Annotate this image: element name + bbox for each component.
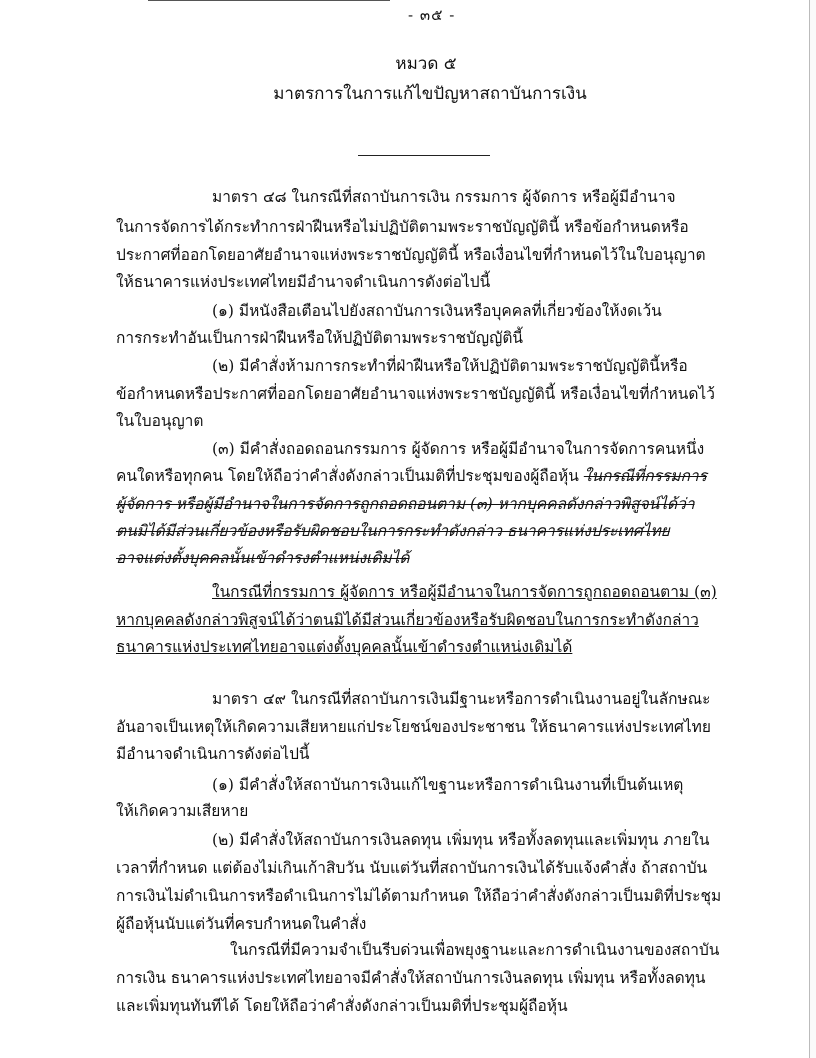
section-49-paragraph: และเพิ่มทุนทันทีได้ โดยให้ถือว่าคำสั่งดังกล่าวเป็นมติที่ประชุมผู้ถือหุ้น [116, 997, 568, 1015]
section-49-line: อันอาจเป็นเหตุให้เกิดความเสียหายแก่ประโยชน์ของประชาชน ให้ธนาคารแห่งประเทศไทย [116, 718, 711, 736]
page-number: - ๓๕ - [408, 6, 456, 24]
section-49-item-2-cont: ผู้ถือหุ้นนับแต่วันที่ครบกำหนดในคำสั่ง [116, 915, 367, 933]
section-49-item-2-cont: การเงินไม่ดำเนินการหรือดำเนินการไม่ได้ตามกำหนด ให้ถือว่าคำสั่งดังกล่าวเป็นมติที่ประชุม [116, 887, 722, 905]
section-48-item-2: (๒) มีคำสั่งห้ามการกระทำที่ฝ่าฝืนหรือให้ปฏิบัติตามพระราชบัญญัตินี้หรือ [212, 357, 688, 375]
chapter-title: มาตรการในการแก้ไขปัญหาสถาบันการเงิน [273, 84, 587, 104]
section-49-item-1: (๑) มีคำสั่งให้สถาบันการเงินแก้ไขฐานะหรือการดำเนินงานที่เป็นต้นเหตุ [212, 776, 684, 794]
deleted-text: ผู้จัดการ หรือผู้มีอำนาจในการจัดการถูกถอดถอนตาม (๓) หากบุคคลดังกล่าวพิสูจน์ได้ว่า [116, 495, 695, 513]
deleted-text: อาจแต่งตั้งบุคคลนั้นเข้าดำรงตำแหน่งเดิมได้ [116, 549, 410, 567]
section-49-item-2-cont: เวลาที่กำหนด แต่ต้องไม่เกินเก้าสิบวัน นับแต่วันที่สถาบันการเงินได้รับแจ้งคำสั่ง ถ้าสถาบัน [116, 859, 708, 877]
section-48-line: ให้ธนาคารแห่งประเทศไทยมีอำนาจดำเนินการดังต่อไปนี้ [116, 273, 491, 291]
section-48-item-3-cont [116, 466, 707, 486]
inserted-text: ในกรณีที่กรรมการ ผู้จัดการ หรือผู้มีอำนาจในการจัดการถูกถอดถอนตาม (๓) [212, 583, 717, 601]
chapter-number: หมวด ๕ [395, 54, 457, 74]
section-48-item-1-cont: การกระทำอันเป็นการฝ่าฝืนหรือให้ปฏิบัติตามพระราชบัญญัตินี้ [116, 329, 523, 347]
section-48-item-2-cont: ในใบอนุญาต [116, 412, 204, 430]
section-48-item-3: (๓) มีคำสั่งถอดถอนกรรมการ ผู้จัดการ หรือผู้มีอำนาจในการจัดการคนหนึ่ง [212, 440, 705, 458]
section-49-item-2: (๒) มีคำสั่งให้สถาบันการเงินลดทุน เพิ่มทุน หรือทั้งลดทุนและเพิ่มทุน ภายใน [212, 831, 710, 849]
inserted-text: ธนาคารแห่งประเทศไทยอาจแต่งตั้งบุคคลนั้นเข้าดำรงตำแหน่งเดิมได้ [116, 638, 573, 656]
page-edge [809, 0, 816, 1058]
section-48-line: ประกาศที่ออกโดยอาศัยอำนาจแห่งพระราชบัญญัตินี้ หรือเงื่อนไขที่กำหนดไว้ในใบอนุญาต [116, 246, 706, 264]
section-48-line: มาตรา ๔๘ ในกรณีที่สถาบันการเงิน กรรมการ ผู้จัดการ หรือผู้มีอำนาจ [212, 188, 676, 206]
inserted-text: หากบุคคลดังกล่าวพิสูจน์ได้ว่าตนมิได้มีส่วนเกี่ยวข้องหรือรับผิดชอบในการกระทำดังกล่าว [116, 611, 699, 629]
section-49-line: มีอำนาจดำเนินการดังต่อไปนี้ [116, 745, 310, 763]
deleted-text: ในกรณีที่กรรมการ [583, 467, 707, 485]
section-48-line: ในการจัดการได้กระทำการฝ่าฝืนหรือไม่ปฏิบัติตามพระราชบัญญัตินี้ หรือข้อกำหนดหรือ [116, 218, 689, 236]
section-48-item-2-cont: ข้อกำหนดหรือประกาศที่ออกโดยอาศัยอำนาจแห่งพระราชบัญญัตินี้ หรือเงื่อนไขที่กำหนดไว้ [116, 385, 715, 403]
section-48-item-1: (๑) มีหนังสือเตือนไปยังสถาบันการเงินหรือบุคคลที่เกี่ยวข้องให้งดเว้น [212, 302, 662, 320]
top-scan-line [148, 0, 390, 1]
chapter-divider [358, 155, 490, 156]
section-49-paragraph: ในกรณีที่มีความจำเป็นรีบด่วนเพื่อพยุงฐานะและการดำเนินงานของสถาบัน [230, 941, 720, 959]
deleted-text: ตนมิได้มีส่วนเกี่ยวข้องหรือรับผิดชอบในการกระทำดังกล่าว ธนาคารแห่งประเทศไทย [116, 522, 670, 540]
section-49-paragraph: การเงิน ธนาคารแห่งประเทศไทยอาจมีคำสั่งให้สถาบันการเงินลดทุน เพิ่มทุน หรือทั้งลดทุน [116, 969, 706, 987]
section-49-line: มาตรา ๔๙ ในกรณีที่สถาบันการเงินมีฐานะหรือการดำเนินงานอยู่ในลักษณะ [212, 690, 711, 708]
item-3-text: คนใดหรือทุกคน โดยให้ถือว่าคำสั่งดังกล่าวเป็นมติที่ประชุมของผู้ถือหุ้น [116, 467, 579, 485]
section-49-item-1-cont: ให้เกิดความเสียหาย [116, 802, 249, 820]
